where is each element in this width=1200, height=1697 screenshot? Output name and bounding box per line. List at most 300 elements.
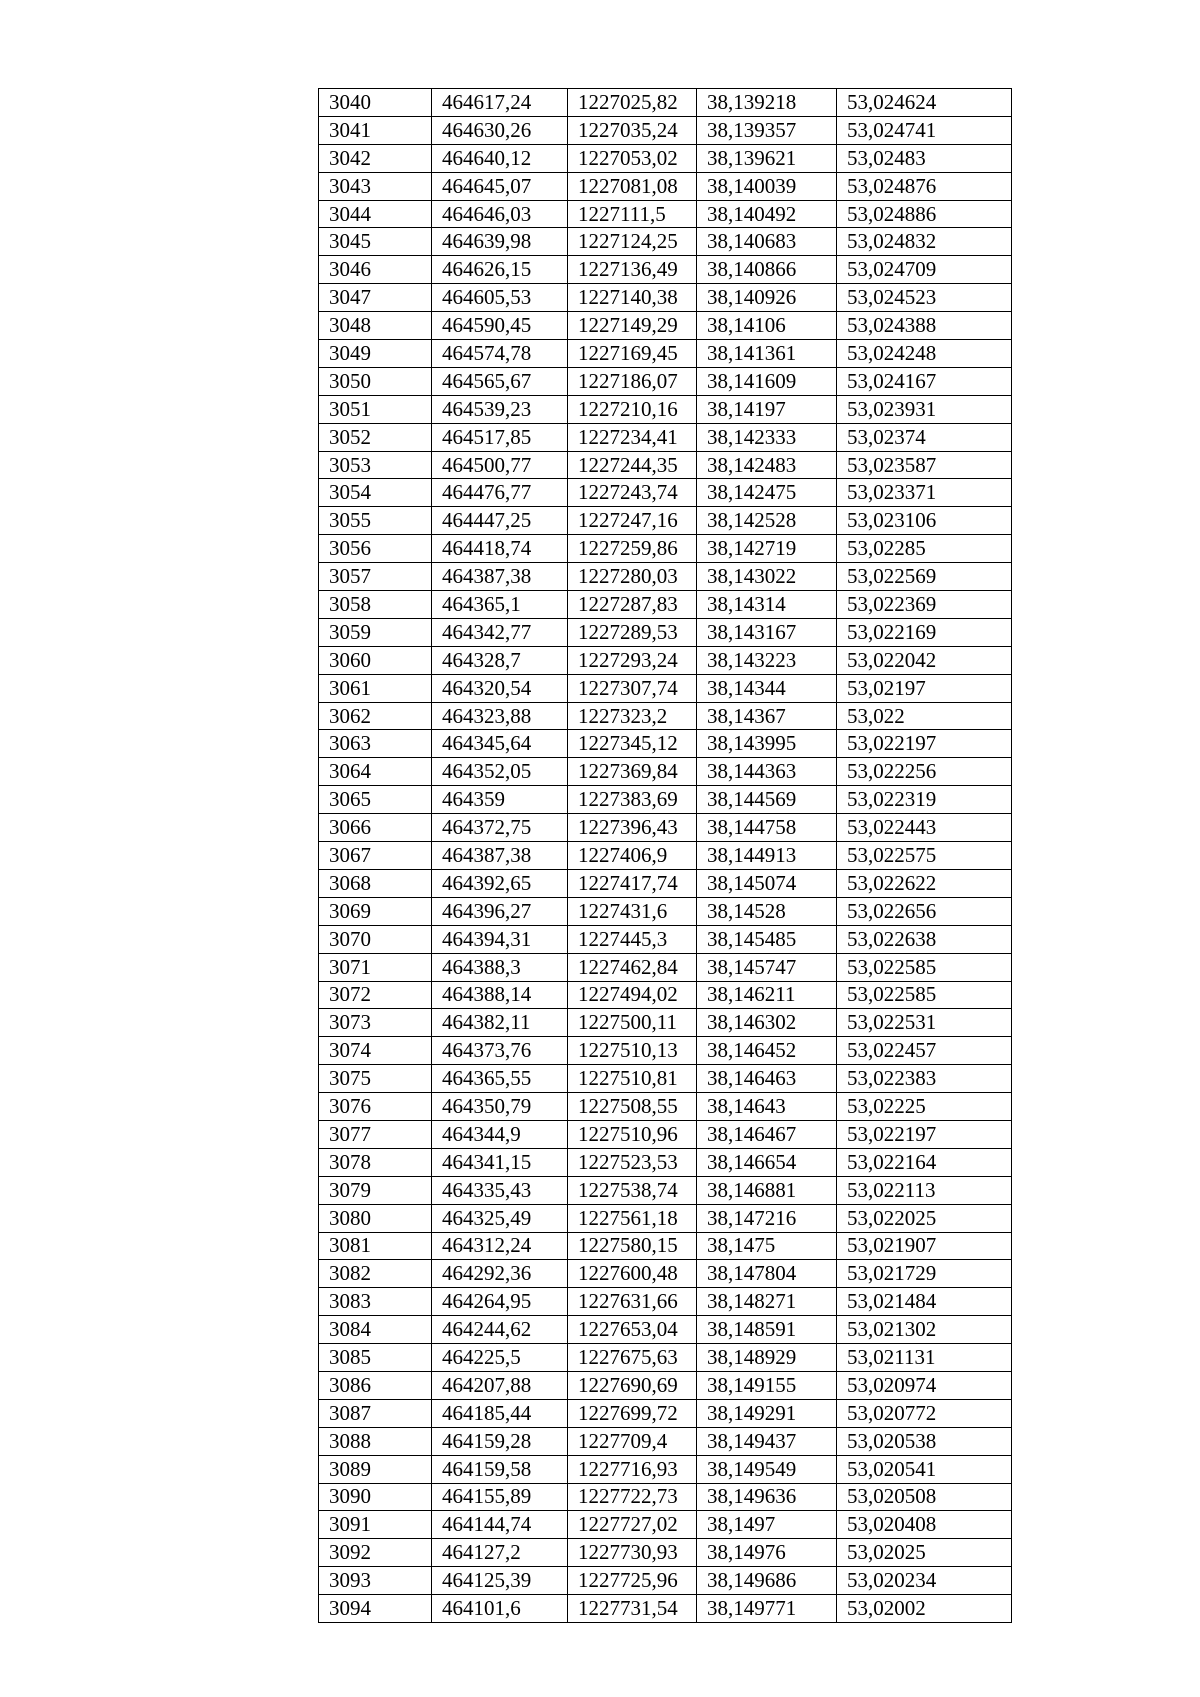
table-row: [319, 395, 1012, 423]
y-coordinate-cell: 1227259,86: [568, 535, 697, 563]
y-coordinate-cell: 1227289,53: [568, 618, 697, 646]
y-coordinate-cell: 1227631,66: [568, 1288, 697, 1316]
x-coordinate-cell: 464388,14: [432, 981, 568, 1009]
latitude-cell: 53,021302: [837, 1316, 1012, 1344]
y-coordinate-cell: 1227709,4: [568, 1427, 697, 1455]
table-row: [319, 618, 1012, 646]
latitude-cell: 53,022569: [837, 563, 1012, 591]
longitude-cell: 38,148271: [697, 1288, 837, 1316]
longitude-cell: 38,140492: [697, 200, 837, 228]
x-coordinate-cell: 464476,77: [432, 479, 568, 507]
latitude-cell: 53,02225: [837, 1093, 1012, 1121]
x-coordinate-cell: 464394,31: [432, 925, 568, 953]
x-coordinate-cell: 464605,53: [432, 284, 568, 312]
latitude-cell: 53,022575: [837, 842, 1012, 870]
latitude-cell: 53,02374: [837, 423, 1012, 451]
latitude-cell: 53,023106: [837, 507, 1012, 535]
longitude-cell: 38,147804: [697, 1260, 837, 1288]
table-row: [319, 1567, 1012, 1595]
point-number-cell: 3078: [319, 1148, 432, 1176]
point-number-cell: 3081: [319, 1232, 432, 1260]
table-row: [319, 1037, 1012, 1065]
latitude-cell: 53,021484: [837, 1288, 1012, 1316]
table-row: [319, 367, 1012, 395]
latitude-cell: 53,022383: [837, 1065, 1012, 1093]
latitude-cell: 53,02197: [837, 674, 1012, 702]
point-number-cell: 3046: [319, 256, 432, 284]
longitude-cell: 38,142333: [697, 423, 837, 451]
table-row: [319, 674, 1012, 702]
y-coordinate-cell: 1227445,3: [568, 925, 697, 953]
x-coordinate-cell: 464144,74: [432, 1511, 568, 1539]
latitude-cell: 53,020234: [837, 1567, 1012, 1595]
y-coordinate-cell: 1227396,43: [568, 814, 697, 842]
y-coordinate-cell: 1227345,12: [568, 730, 697, 758]
latitude-cell: 53,024709: [837, 256, 1012, 284]
longitude-cell: 38,14643: [697, 1093, 837, 1121]
latitude-cell: 53,022638: [837, 925, 1012, 953]
x-coordinate-cell: 464365,1: [432, 591, 568, 619]
latitude-cell: 53,024248: [837, 340, 1012, 368]
longitude-cell: 38,144569: [697, 786, 837, 814]
longitude-cell: 38,149437: [697, 1427, 837, 1455]
longitude-cell: 38,142475: [697, 479, 837, 507]
x-coordinate-cell: 464264,95: [432, 1288, 568, 1316]
table-row: [319, 1344, 1012, 1372]
x-coordinate-cell: 464640,12: [432, 144, 568, 172]
latitude-cell: 53,024832: [837, 228, 1012, 256]
table-row: [319, 981, 1012, 1009]
y-coordinate-cell: 1227417,74: [568, 869, 697, 897]
y-coordinate-cell: 1227081,08: [568, 172, 697, 200]
longitude-cell: 38,139357: [697, 116, 837, 144]
x-coordinate-cell: 464387,38: [432, 842, 568, 870]
y-coordinate-cell: 1227716,93: [568, 1455, 697, 1483]
y-coordinate-cell: 1227653,04: [568, 1316, 697, 1344]
x-coordinate-cell: 464500,77: [432, 451, 568, 479]
latitude-cell: 53,020508: [837, 1483, 1012, 1511]
latitude-cell: 53,020408: [837, 1511, 1012, 1539]
latitude-cell: 53,022025: [837, 1204, 1012, 1232]
table-row: [319, 1316, 1012, 1344]
x-coordinate-cell: 464617,24: [432, 89, 568, 117]
point-number-cell: 3049: [319, 340, 432, 368]
point-number-cell: 3084: [319, 1316, 432, 1344]
y-coordinate-cell: 1227280,03: [568, 563, 697, 591]
x-coordinate-cell: 464342,77: [432, 618, 568, 646]
y-coordinate-cell: 1227287,83: [568, 591, 697, 619]
y-coordinate-cell: 1227140,38: [568, 284, 697, 312]
table-row: [319, 1260, 1012, 1288]
latitude-cell: 53,022443: [837, 814, 1012, 842]
latitude-cell: 53,022585: [837, 953, 1012, 981]
table-row: [319, 646, 1012, 674]
point-number-cell: 3060: [319, 646, 432, 674]
table-row: [319, 1371, 1012, 1399]
table-row: [319, 451, 1012, 479]
x-coordinate-cell: 464639,98: [432, 228, 568, 256]
longitude-cell: 38,148929: [697, 1344, 837, 1372]
x-coordinate-cell: 464207,88: [432, 1371, 568, 1399]
latitude-cell: 53,022319: [837, 786, 1012, 814]
point-number-cell: 3079: [319, 1176, 432, 1204]
longitude-cell: 38,139218: [697, 89, 837, 117]
y-coordinate-cell: 1227580,15: [568, 1232, 697, 1260]
latitude-cell: 53,02025: [837, 1539, 1012, 1567]
x-coordinate-cell: 464101,6: [432, 1595, 568, 1623]
point-number-cell: 3047: [319, 284, 432, 312]
y-coordinate-cell: 1227462,84: [568, 953, 697, 981]
y-coordinate-cell: 1227725,96: [568, 1567, 697, 1595]
longitude-cell: 38,149155: [697, 1371, 837, 1399]
longitude-cell: 38,146467: [697, 1120, 837, 1148]
x-coordinate-cell: 464185,44: [432, 1399, 568, 1427]
x-coordinate-cell: 464447,25: [432, 507, 568, 535]
latitude-cell: 53,02002: [837, 1595, 1012, 1623]
point-number-cell: 3050: [319, 367, 432, 395]
latitude-cell: 53,023371: [837, 479, 1012, 507]
x-coordinate-cell: 464387,38: [432, 563, 568, 591]
y-coordinate-cell: 1227136,49: [568, 256, 697, 284]
longitude-cell: 38,1497: [697, 1511, 837, 1539]
x-coordinate-cell: 464328,7: [432, 646, 568, 674]
longitude-cell: 38,142528: [697, 507, 837, 535]
point-number-cell: 3089: [319, 1455, 432, 1483]
latitude-cell: 53,024167: [837, 367, 1012, 395]
y-coordinate-cell: 1227244,35: [568, 451, 697, 479]
x-coordinate-cell: 464646,03: [432, 200, 568, 228]
y-coordinate-cell: 1227561,18: [568, 1204, 697, 1232]
x-coordinate-cell: 464396,27: [432, 897, 568, 925]
y-coordinate-cell: 1227731,54: [568, 1595, 697, 1623]
table-row: [319, 479, 1012, 507]
latitude-cell: 53,024886: [837, 200, 1012, 228]
x-coordinate-cell: 464565,67: [432, 367, 568, 395]
point-number-cell: 3062: [319, 702, 432, 730]
point-number-cell: 3043: [319, 172, 432, 200]
longitude-cell: 38,143167: [697, 618, 837, 646]
x-coordinate-cell: 464292,36: [432, 1260, 568, 1288]
point-number-cell: 3090: [319, 1483, 432, 1511]
table-row: [319, 1427, 1012, 1455]
point-number-cell: 3085: [319, 1344, 432, 1372]
point-number-cell: 3071: [319, 953, 432, 981]
y-coordinate-cell: 1227025,82: [568, 89, 697, 117]
longitude-cell: 38,149771: [697, 1595, 837, 1623]
longitude-cell: 38,14367: [697, 702, 837, 730]
x-coordinate-cell: 464345,64: [432, 730, 568, 758]
point-number-cell: 3065: [319, 786, 432, 814]
longitude-cell: 38,14314: [697, 591, 837, 619]
latitude-cell: 53,022113: [837, 1176, 1012, 1204]
latitude-cell: 53,020538: [837, 1427, 1012, 1455]
point-number-cell: 3051: [319, 395, 432, 423]
x-coordinate-cell: 464325,49: [432, 1204, 568, 1232]
latitude-cell: 53,024876: [837, 172, 1012, 200]
y-coordinate-cell: 1227406,9: [568, 842, 697, 870]
longitude-cell: 38,140926: [697, 284, 837, 312]
y-coordinate-cell: 1227699,72: [568, 1399, 697, 1427]
table-row: [319, 1148, 1012, 1176]
y-coordinate-cell: 1227169,45: [568, 340, 697, 368]
latitude-cell: 53,022585: [837, 981, 1012, 1009]
longitude-cell: 38,140866: [697, 256, 837, 284]
y-coordinate-cell: 1227722,73: [568, 1483, 697, 1511]
table-row: [319, 340, 1012, 368]
point-number-cell: 3054: [319, 479, 432, 507]
y-coordinate-cell: 1227538,74: [568, 1176, 697, 1204]
longitude-cell: 38,146881: [697, 1176, 837, 1204]
longitude-cell: 38,148591: [697, 1316, 837, 1344]
latitude-cell: 53,022531: [837, 1009, 1012, 1037]
longitude-cell: 38,149686: [697, 1567, 837, 1595]
x-coordinate-cell: 464517,85: [432, 423, 568, 451]
longitude-cell: 38,143995: [697, 730, 837, 758]
x-coordinate-cell: 464159,58: [432, 1455, 568, 1483]
y-coordinate-cell: 1227600,48: [568, 1260, 697, 1288]
table-row: [319, 1093, 1012, 1121]
x-coordinate-cell: 464392,65: [432, 869, 568, 897]
latitude-cell: 53,021729: [837, 1260, 1012, 1288]
table-row: [319, 1483, 1012, 1511]
table-row: [319, 1204, 1012, 1232]
point-number-cell: 3072: [319, 981, 432, 1009]
table-row: [319, 897, 1012, 925]
latitude-cell: 53,022197: [837, 730, 1012, 758]
longitude-cell: 38,144913: [697, 842, 837, 870]
latitude-cell: 53,022042: [837, 646, 1012, 674]
x-coordinate-cell: 464127,2: [432, 1539, 568, 1567]
coordinates-table-body: [319, 89, 1012, 1623]
table-row: [319, 591, 1012, 619]
x-coordinate-cell: 464373,76: [432, 1037, 568, 1065]
longitude-cell: 38,146654: [697, 1148, 837, 1176]
x-coordinate-cell: 464418,74: [432, 535, 568, 563]
y-coordinate-cell: 1227149,29: [568, 312, 697, 340]
point-number-cell: 3045: [319, 228, 432, 256]
x-coordinate-cell: 464155,89: [432, 1483, 568, 1511]
longitude-cell: 38,145074: [697, 869, 837, 897]
latitude-cell: 53,022369: [837, 591, 1012, 619]
latitude-cell: 53,021131: [837, 1344, 1012, 1372]
point-number-cell: 3073: [319, 1009, 432, 1037]
latitude-cell: 53,022256: [837, 758, 1012, 786]
table-row: [319, 869, 1012, 897]
point-number-cell: 3064: [319, 758, 432, 786]
x-coordinate-cell: 464320,54: [432, 674, 568, 702]
y-coordinate-cell: 1227730,93: [568, 1539, 697, 1567]
point-number-cell: 3044: [319, 200, 432, 228]
x-coordinate-cell: 464244,62: [432, 1316, 568, 1344]
longitude-cell: 38,146463: [697, 1065, 837, 1093]
y-coordinate-cell: 1227124,25: [568, 228, 697, 256]
table-row: [319, 1009, 1012, 1037]
table-row: [319, 172, 1012, 200]
point-number-cell: 3057: [319, 563, 432, 591]
y-coordinate-cell: 1227307,74: [568, 674, 697, 702]
point-number-cell: 3088: [319, 1427, 432, 1455]
y-coordinate-cell: 1227727,02: [568, 1511, 697, 1539]
longitude-cell: 38,149636: [697, 1483, 837, 1511]
point-number-cell: 3075: [319, 1065, 432, 1093]
table-row: [319, 256, 1012, 284]
point-number-cell: 3093: [319, 1567, 432, 1595]
point-number-cell: 3069: [319, 897, 432, 925]
table-row: [319, 842, 1012, 870]
table-row: [319, 1399, 1012, 1427]
x-coordinate-cell: 464630,26: [432, 116, 568, 144]
latitude-cell: 53,022: [837, 702, 1012, 730]
longitude-cell: 38,14344: [697, 674, 837, 702]
x-coordinate-cell: 464382,11: [432, 1009, 568, 1037]
point-number-cell: 3059: [319, 618, 432, 646]
latitude-cell: 53,022169: [837, 618, 1012, 646]
x-coordinate-cell: 464125,39: [432, 1567, 568, 1595]
longitude-cell: 38,14976: [697, 1539, 837, 1567]
longitude-cell: 38,14197: [697, 395, 837, 423]
latitude-cell: 53,022457: [837, 1037, 1012, 1065]
y-coordinate-cell: 1227523,53: [568, 1148, 697, 1176]
x-coordinate-cell: 464335,43: [432, 1176, 568, 1204]
y-coordinate-cell: 1227431,6: [568, 897, 697, 925]
longitude-cell: 38,145485: [697, 925, 837, 953]
x-coordinate-cell: 464590,45: [432, 312, 568, 340]
longitude-cell: 38,147216: [697, 1204, 837, 1232]
point-number-cell: 3070: [319, 925, 432, 953]
latitude-cell: 53,022656: [837, 897, 1012, 925]
x-coordinate-cell: 464312,24: [432, 1232, 568, 1260]
y-coordinate-cell: 1227243,74: [568, 479, 697, 507]
y-coordinate-cell: 1227369,84: [568, 758, 697, 786]
x-coordinate-cell: 464539,23: [432, 395, 568, 423]
latitude-cell: 53,022622: [837, 869, 1012, 897]
point-number-cell: 3063: [319, 730, 432, 758]
point-number-cell: 3092: [319, 1539, 432, 1567]
latitude-cell: 53,023587: [837, 451, 1012, 479]
table-row: [319, 312, 1012, 340]
point-number-cell: 3055: [319, 507, 432, 535]
longitude-cell: 38,149291: [697, 1399, 837, 1427]
table-row: [319, 144, 1012, 172]
latitude-cell: 53,024523: [837, 284, 1012, 312]
longitude-cell: 38,142483: [697, 451, 837, 479]
table-row: [319, 925, 1012, 953]
point-number-cell: 3052: [319, 423, 432, 451]
point-number-cell: 3091: [319, 1511, 432, 1539]
longitude-cell: 38,140683: [697, 228, 837, 256]
x-coordinate-cell: 464388,3: [432, 953, 568, 981]
table-row: [319, 89, 1012, 117]
point-number-cell: 3083: [319, 1288, 432, 1316]
table-row: [319, 116, 1012, 144]
y-coordinate-cell: 1227035,24: [568, 116, 697, 144]
point-number-cell: 3067: [319, 842, 432, 870]
y-coordinate-cell: 1227234,41: [568, 423, 697, 451]
table-row: [319, 507, 1012, 535]
latitude-cell: 53,022197: [837, 1120, 1012, 1148]
x-coordinate-cell: 464159,28: [432, 1427, 568, 1455]
longitude-cell: 38,146452: [697, 1037, 837, 1065]
longitude-cell: 38,140039: [697, 172, 837, 200]
x-coordinate-cell: 464365,55: [432, 1065, 568, 1093]
table-row: [319, 953, 1012, 981]
table-row: [319, 1065, 1012, 1093]
latitude-cell: 53,021907: [837, 1232, 1012, 1260]
table-row: [319, 758, 1012, 786]
longitude-cell: 38,146302: [697, 1009, 837, 1037]
x-coordinate-cell: 464372,75: [432, 814, 568, 842]
table-row: [319, 1120, 1012, 1148]
point-number-cell: 3068: [319, 869, 432, 897]
y-coordinate-cell: 1227510,81: [568, 1065, 697, 1093]
table-row: [319, 1595, 1012, 1623]
table-row: [319, 1232, 1012, 1260]
point-number-cell: 3087: [319, 1399, 432, 1427]
point-number-cell: 3041: [319, 116, 432, 144]
latitude-cell: 53,024624: [837, 89, 1012, 117]
table-row: [319, 1539, 1012, 1567]
longitude-cell: 38,143223: [697, 646, 837, 674]
point-number-cell: 3086: [319, 1371, 432, 1399]
table-row: [319, 535, 1012, 563]
point-number-cell: 3061: [319, 674, 432, 702]
x-coordinate-cell: 464626,15: [432, 256, 568, 284]
y-coordinate-cell: 1227675,63: [568, 1344, 697, 1372]
point-number-cell: 3077: [319, 1120, 432, 1148]
y-coordinate-cell: 1227690,69: [568, 1371, 697, 1399]
point-number-cell: 3053: [319, 451, 432, 479]
table-row: [319, 1176, 1012, 1204]
x-coordinate-cell: 464323,88: [432, 702, 568, 730]
longitude-cell: 38,145747: [697, 953, 837, 981]
x-coordinate-cell: 464645,07: [432, 172, 568, 200]
x-coordinate-cell: 464341,15: [432, 1148, 568, 1176]
table-row: [319, 200, 1012, 228]
table-row: [319, 786, 1012, 814]
longitude-cell: 38,1475: [697, 1232, 837, 1260]
latitude-cell: 53,020541: [837, 1455, 1012, 1483]
y-coordinate-cell: 1227323,2: [568, 702, 697, 730]
longitude-cell: 38,142719: [697, 535, 837, 563]
y-coordinate-cell: 1227508,55: [568, 1093, 697, 1121]
point-number-cell: 3056: [319, 535, 432, 563]
y-coordinate-cell: 1227111,5: [568, 200, 697, 228]
x-coordinate-cell: 464352,05: [432, 758, 568, 786]
latitude-cell: 53,02483: [837, 144, 1012, 172]
x-coordinate-cell: 464574,78: [432, 340, 568, 368]
y-coordinate-cell: 1227247,16: [568, 507, 697, 535]
table-row: [319, 1455, 1012, 1483]
point-number-cell: 3080: [319, 1204, 432, 1232]
y-coordinate-cell: 1227383,69: [568, 786, 697, 814]
point-number-cell: 3076: [319, 1093, 432, 1121]
y-coordinate-cell: 1227053,02: [568, 144, 697, 172]
table-row: [319, 702, 1012, 730]
x-coordinate-cell: 464225,5: [432, 1344, 568, 1372]
longitude-cell: 38,146211: [697, 981, 837, 1009]
y-coordinate-cell: 1227500,11: [568, 1009, 697, 1037]
table-row: [319, 1288, 1012, 1316]
coordinates-table: [318, 88, 1012, 1623]
point-number-cell: 3042: [319, 144, 432, 172]
y-coordinate-cell: 1227510,13: [568, 1037, 697, 1065]
x-coordinate-cell: 464350,79: [432, 1093, 568, 1121]
latitude-cell: 53,023931: [837, 395, 1012, 423]
table-row: [319, 1511, 1012, 1539]
point-number-cell: 3066: [319, 814, 432, 842]
y-coordinate-cell: 1227293,24: [568, 646, 697, 674]
longitude-cell: 38,143022: [697, 563, 837, 591]
